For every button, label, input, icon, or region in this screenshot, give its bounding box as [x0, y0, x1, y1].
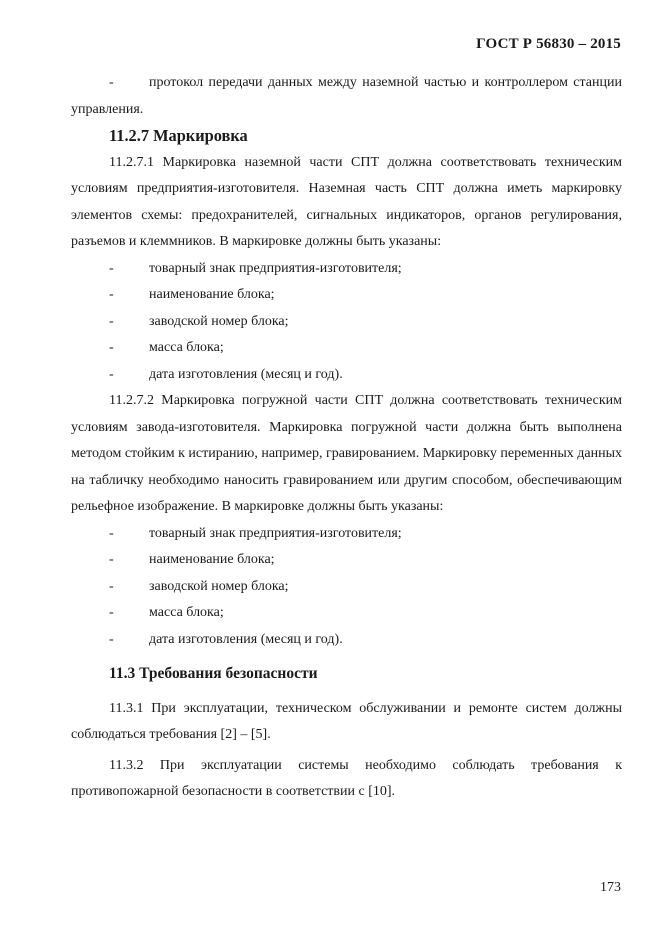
list-item-text: протокол передачи данных между наземной частью и контроллером станции управления. [71, 75, 622, 117]
list-dash: - [109, 605, 114, 620]
list-item-text: заводской номер блока; [149, 578, 289, 594]
marking-list-surface [71, 256, 622, 389]
list-item-text: заводской номер блока; [149, 313, 289, 329]
paragraph-11-3-1: 11.3.1 При эксплуатации, техническом обслуживании и ремонте систем должны соблюдаться требования [2] – [5]. [71, 700, 622, 742]
list-item-text: масса блока; [149, 605, 224, 620]
page-number: 173 [600, 880, 621, 895]
list-item [71, 521, 622, 548]
list-item [71, 335, 622, 362]
paragraph-11-2-7-2: 11.2.7.2 Маркировка погружной части СПТ должна соответствовать техническим условиям завода-изготовителя. Маркировка погружной части должна быть выполнена методом стойким к истиранию, например, гравированием. Маркировку переменных данных на табличку необходимо наносить гравированием или другим способом, обеспечивающим рельефное изображение. В маркировке должны быть указаны: [71, 393, 623, 514]
list-item [71, 600, 622, 627]
list-dash: - [109, 366, 114, 382]
list-item [71, 309, 622, 336]
list-dash: - [109, 525, 114, 541]
list-item-text: дата изготовления (месяц и год). [149, 366, 343, 382]
list-item [71, 574, 622, 601]
list-dash: - [109, 75, 114, 90]
list-item [71, 627, 622, 654]
document-header: ГОСТ Р 56830 – 2015 [476, 36, 621, 52]
paragraph-11-3-2: 11.3.2 При эксплуатации системы необходимо соблюдать требования к противопожарной безопасности в соответствии с [10]. [71, 757, 622, 799]
list-item [71, 547, 622, 574]
list-item [71, 256, 622, 283]
list-dash: - [109, 578, 114, 594]
list-dash: - [109, 260, 114, 276]
list-dash: - [109, 313, 114, 329]
paragraph-11-2-7-1: 11.2.7.1 Маркировка наземной части СПТ должна соответствовать техническим условиям предприятия-изготовителя. Наземная часть СПТ должна иметь маркировку элементов схемы: предохранителей, сигнальных индикаторов, органов регулирования, разъемов и клеммников. В маркировке должны быть указаны: [71, 154, 622, 249]
list-dash: - [109, 340, 114, 355]
list-item-text: наименование блока; [149, 287, 275, 302]
intro-list-item [71, 70, 622, 123]
list-item-text: товарный знак предприятия-изготовителя; [149, 260, 402, 276]
list-dash: - [109, 552, 114, 567]
list-item-text: масса блока; [149, 340, 224, 355]
list-dash: - [109, 631, 114, 647]
page-content [71, 70, 622, 806]
list-item-text: наименование блока; [149, 552, 275, 567]
list-dash: - [109, 287, 114, 302]
list-item [71, 282, 622, 309]
list-item [71, 362, 622, 389]
marking-list-submersible [71, 521, 622, 654]
list-item-text: дата изготовления (месяц и год). [149, 631, 343, 647]
section-heading-11-2-7: 11.2.7 Маркировка [109, 126, 248, 145]
section-heading-11-3: 11.3 Требования безопасности [109, 665, 318, 682]
list-item-text: товарный знак предприятия-изготовителя; [149, 525, 402, 541]
